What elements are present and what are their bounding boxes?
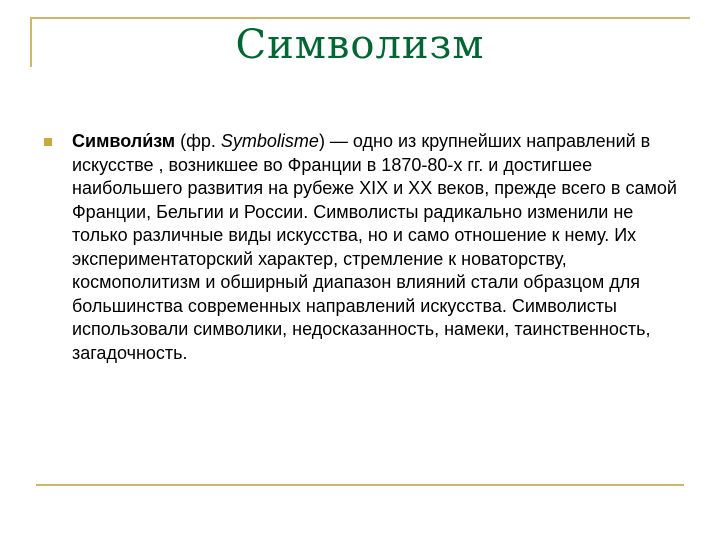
square-bullet-icon [44, 138, 52, 146]
term-bold: Символи́зм [72, 131, 176, 151]
top-divider-line [30, 17, 690, 19]
foreign-term: Symbolisme [220, 131, 319, 151]
bullet-text [72, 130, 684, 365]
slide-title: Символизм [235, 22, 485, 68]
definition-text: ) — одно из крупнейших направлений в искусстве , возникшее во Франции в 1870-80-х гг. и достигшее наибольшего развития на рубеже XIX и XX веков, прежде всего в самой Франции, Бельгии и России. Символисты радикально изменили не только различные виды искусства, но и само отношение к нему. Их экспериментаторский характер, стремление к новаторству, космополитизм и обширный диапазон влияний стали образцом для большинства современных направлений искусства. Символисты использовали символики, недосказанность, намеки, таинственность, загадочность. [72, 131, 677, 363]
bottom-divider-line [36, 484, 684, 486]
paren-open: (фр. [175, 131, 221, 151]
